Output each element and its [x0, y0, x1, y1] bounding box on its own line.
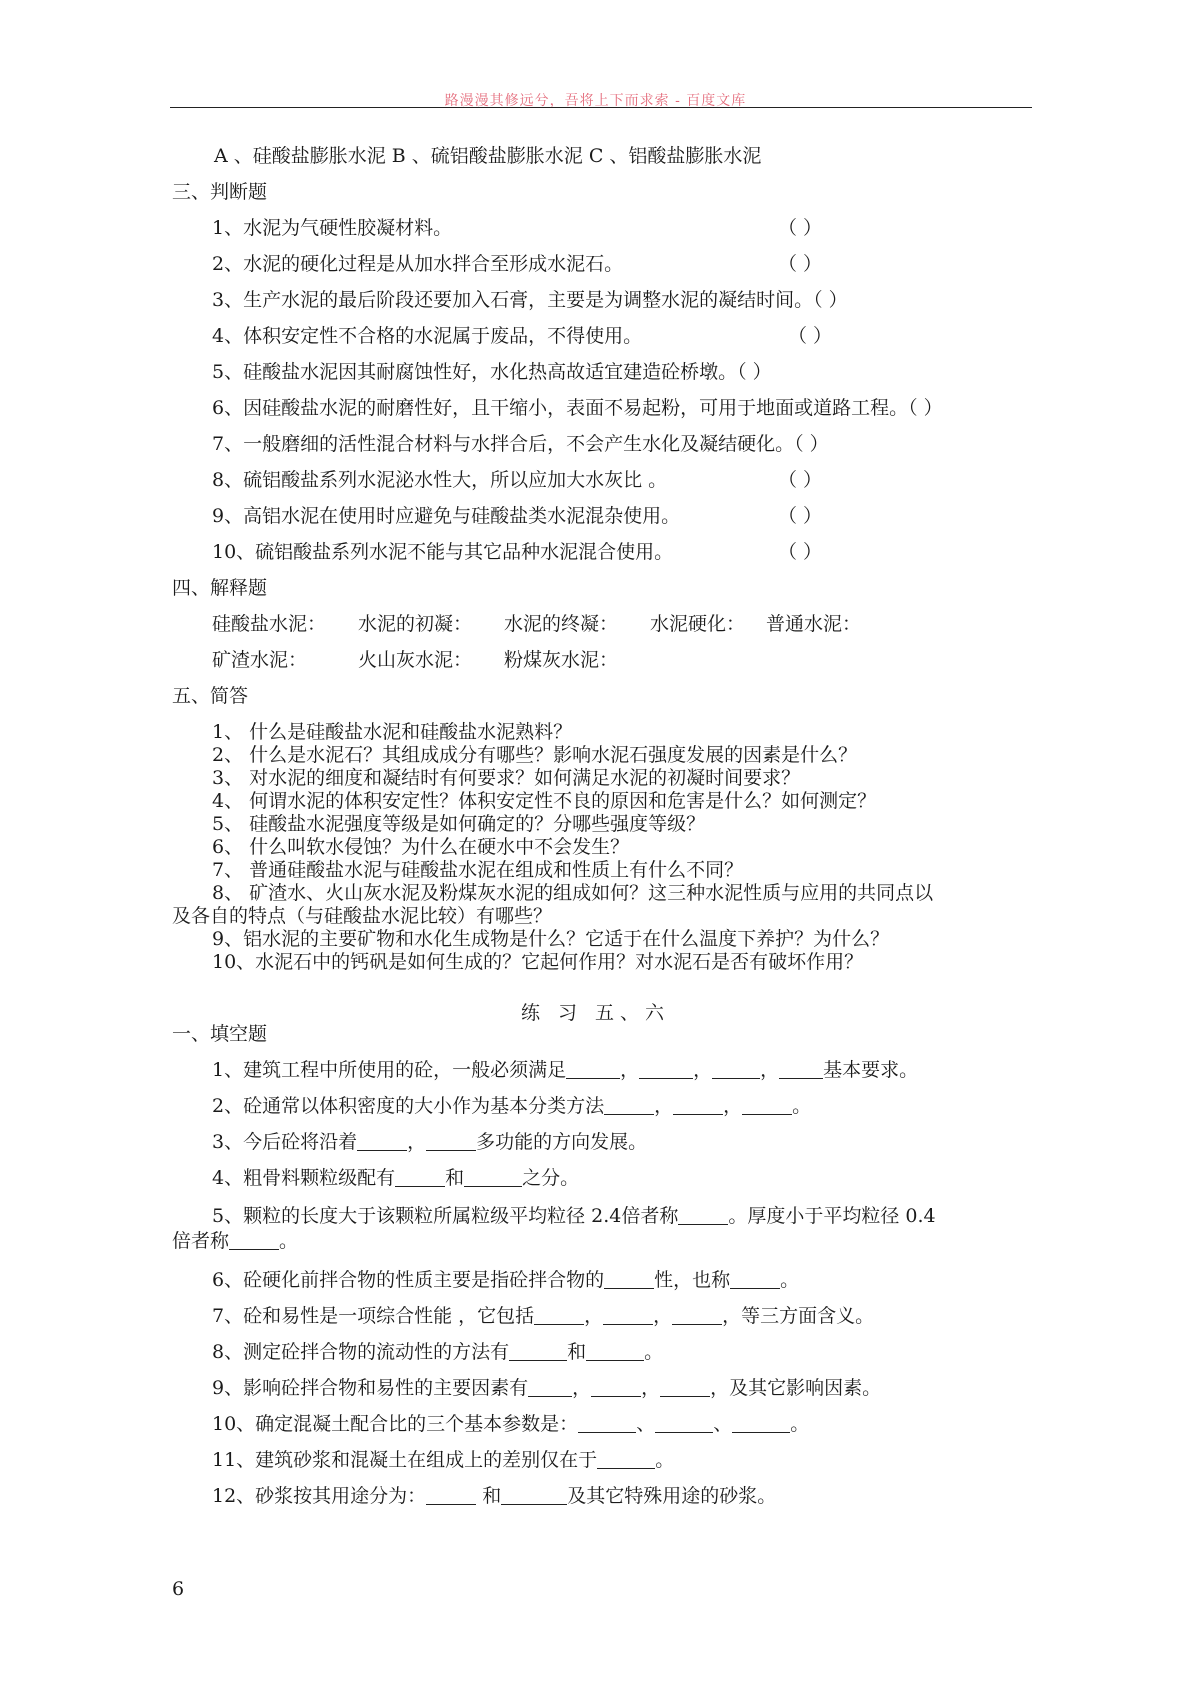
blank[interactable] — [639, 1060, 693, 1079]
answer-parens-8[interactable]: （ ） — [778, 469, 823, 491]
judgement-item-6: 6、因硅酸盐水泥的耐磨性好，且干缩小，表面不易起粉，可用于地面或道路工程。（ ） — [212, 397, 943, 419]
fill-item-5 — [212, 1204, 936, 1228]
fill-item-3-suffix: 多功能的方向发展。 — [476, 1131, 648, 1153]
fill-item-8 — [212, 1340, 663, 1364]
short-answer-item-8-cont: 及各自的特点（与硅酸盐水泥比较）有哪些？ — [172, 905, 553, 927]
fill-item-11-text: 11、建筑砂浆和混凝土在组成上的差别仅在于 — [212, 1449, 598, 1471]
blank[interactable] — [566, 1060, 620, 1079]
short-answer-item-6: 6、 什么叫软水侵蚀？为什么在硬水中不会发生？ — [212, 836, 630, 858]
header-rule — [170, 107, 1032, 108]
short-answer-item-3: 3、 对水泥的细度和凝结时有何要求？如何满足水泥的初凝时间要求？ — [212, 767, 801, 789]
blank[interactable] — [229, 1231, 279, 1250]
blank[interactable] — [357, 1132, 407, 1151]
fill-item-1 — [212, 1058, 918, 1082]
blank[interactable] — [501, 1486, 567, 1505]
blank[interactable] — [597, 1450, 655, 1469]
fill-item-6-mid: 性，也称 — [654, 1269, 731, 1291]
separator: ， — [620, 1059, 640, 1081]
blank[interactable] — [603, 1306, 653, 1325]
blank[interactable] — [604, 1270, 654, 1289]
blank[interactable] — [426, 1132, 476, 1151]
blank[interactable] — [660, 1378, 710, 1397]
short-answer-item-4: 4、 何谓水泥的体积安定性？体积安定性不良的原因和危害是什么？如何测定？ — [212, 790, 877, 812]
short-answer-item-10: 10、水泥石中的钙矾是如何生成的？它起何作用？对水泥石是否有破坏作用？ — [212, 951, 864, 973]
separator: ， — [693, 1059, 713, 1081]
separator: ， — [654, 1095, 674, 1117]
blank[interactable] — [678, 1206, 728, 1225]
blank[interactable] — [586, 1342, 644, 1361]
blank[interactable] — [395, 1168, 445, 1187]
blank[interactable] — [673, 1096, 723, 1115]
fill-item-8-text: 8、测定砼拌合物的流动性的方法有 — [212, 1341, 510, 1363]
fill-item-5-cont-text: 倍者称 — [172, 1230, 230, 1252]
blank[interactable] — [604, 1096, 654, 1115]
fill-item-11 — [212, 1448, 674, 1472]
fill-item-5-mid: 。厚度小于平均粒径 0.4 — [728, 1205, 936, 1227]
blank[interactable] — [591, 1378, 641, 1397]
judgement-item-4: 4、体积安定性不合格的水泥属于废品，不得使用。 — [212, 325, 643, 347]
section-heading-short-answer: 五、简答 — [172, 685, 249, 707]
answer-parens-2[interactable]: （ ） — [778, 253, 823, 275]
blank[interactable] — [655, 1414, 713, 1433]
fill-item-4-suffix: 之分。 — [522, 1167, 580, 1189]
short-answer-item-2: 2、 什么是水泥石？其组成成分有哪些？影响水泥石强度发展的因素是什么？ — [212, 744, 858, 766]
fill-item-10-text: 10、确定混凝土配合比的三个基本参数是： — [212, 1413, 579, 1435]
separator: ， — [572, 1377, 592, 1399]
term-2: 水泥的初凝： — [358, 613, 473, 635]
section-heading-fill-in: 一、填空题 — [172, 1023, 268, 1045]
fill-item-5-text: 5、颗粒的长度大于该颗粒所属粒级平均粒径 2.4倍者称 — [212, 1205, 679, 1227]
fill-item-2 — [212, 1094, 811, 1118]
period: 。 — [279, 1230, 299, 1252]
fill-item-3-text: 3、今后砼将沿着 — [212, 1131, 358, 1153]
term-6: 矿渣水泥： — [212, 649, 308, 671]
blank[interactable] — [509, 1342, 567, 1361]
short-answer-item-5: 5、 硅酸盐水泥强度等级是如何确定的？分哪些强度等级？ — [212, 813, 706, 835]
separator: 、 — [713, 1413, 733, 1435]
judgement-item-8: 8、硫铝酸盐系列水泥泌水性大，所以应加大水灰比 。 — [212, 469, 668, 491]
fill-item-7 — [212, 1304, 874, 1328]
blank[interactable] — [528, 1378, 572, 1397]
blank[interactable] — [732, 1414, 790, 1433]
fill-item-9 — [212, 1376, 881, 1400]
fill-item-1-text: 1、建筑工程中所使用的砼，一般必须满足 — [212, 1059, 567, 1081]
separator: ， — [407, 1131, 427, 1153]
answer-parens-9[interactable]: （ ） — [778, 505, 823, 527]
answer-parens-4[interactable]: （ ） — [788, 325, 833, 347]
options-line: A 、硅酸盐膨胀水泥 B 、硫铝酸盐膨胀水泥 C 、铝酸盐膨胀水泥 — [214, 145, 762, 167]
judgement-item-2: 2、水泥的硬化过程是从加水拌合至形成水泥石。 — [212, 253, 624, 275]
blank[interactable] — [464, 1168, 522, 1187]
short-answer-item-1: 1、 什么是硅酸盐水泥和硅酸盐水泥熟料？ — [212, 721, 573, 743]
short-answer-item-7: 7、 普通硅酸盐水泥与硅酸盐水泥在组成和性质上有什么不同？ — [212, 859, 744, 881]
period: 。 — [644, 1341, 664, 1363]
conjunction: 和 — [476, 1485, 502, 1507]
separator: ， — [760, 1059, 780, 1081]
period: 。 — [792, 1095, 812, 1117]
blank[interactable] — [534, 1306, 584, 1325]
judgement-item-3: 3、生产水泥的最后阶段还要加入石膏，主要是为调整水泥的凝结时间。（ ） — [212, 289, 848, 311]
term-1: 硅酸盐水泥： — [212, 613, 327, 635]
answer-parens-1[interactable]: （ ） — [778, 217, 823, 239]
fill-item-12 — [212, 1484, 776, 1508]
section-heading-judgement: 三、判断题 — [172, 181, 268, 203]
blank[interactable] — [672, 1306, 722, 1325]
period: 。 — [655, 1449, 675, 1471]
fill-item-9-suffix: ，及其它影响因素。 — [710, 1377, 882, 1399]
fill-item-1-suffix: 基本要求。 — [823, 1059, 919, 1081]
period: 。 — [780, 1269, 800, 1291]
term-8: 粉煤灰水泥： — [504, 649, 619, 671]
judgement-item-7: 7、一般磨细的活性混合材料与水拌合后，不会产生水化及凝结硬化。（ ） — [212, 433, 829, 455]
separator: ， — [584, 1305, 604, 1327]
answer-parens-10[interactable]: （ ） — [778, 541, 823, 563]
judgement-item-10: 10、硫铝酸盐系列水泥不能与其它品种水泥混合使用。 — [212, 541, 674, 563]
fill-item-6 — [212, 1268, 799, 1292]
judgement-item-5: 5、硅酸盐水泥因其耐腐蚀性好，水化热高故适宜建造砼桥墩。（ ） — [212, 361, 772, 383]
blank[interactable] — [742, 1096, 792, 1115]
blank[interactable] — [426, 1486, 476, 1505]
short-answer-item-8: 8、 矿渣水、火山灰水泥及粉煤灰水泥的组成如何？这三种水泥性质与应用的共同点以 — [212, 882, 934, 904]
watermark-text: 路漫漫其修远兮，吾将上下而求索 - 百度文库 — [444, 93, 747, 109]
blank[interactable] — [578, 1414, 636, 1433]
fill-item-9-text: 9、影响砼拌合物和易性的主要因素有 — [212, 1377, 529, 1399]
period: 。 — [790, 1413, 810, 1435]
fill-item-12-text: 12、砂浆按其用途分为： — [212, 1485, 427, 1507]
term-4: 水泥硬化： — [650, 613, 746, 635]
separator: ， — [641, 1377, 661, 1399]
fill-item-3 — [212, 1130, 647, 1154]
judgement-item-9: 9、高铝水泥在使用时应避免与硅酸盐类水泥混杂使用。 — [212, 505, 681, 527]
blank[interactable] — [712, 1060, 760, 1079]
fill-item-10 — [212, 1412, 809, 1436]
short-answer-item-9: 9、铝水泥的主要矿物和水化生成物是什么？它适于在什么温度下养护？为什么？ — [212, 928, 890, 950]
separator: ， — [653, 1305, 673, 1327]
fill-item-2-text: 2、砼通常以体积密度的大小作为基本分类方法 — [212, 1095, 605, 1117]
blank[interactable] — [730, 1270, 780, 1289]
exercise-title: 练 习 五、六 — [520, 1002, 671, 1024]
term-7: 火山灰水泥： — [358, 649, 473, 671]
fill-item-4 — [212, 1166, 579, 1190]
fill-item-7-text: 7、砼和易性是一项综合性能 ，它包括 — [212, 1305, 535, 1327]
fill-item-7-suffix: ，等三方面含义。 — [722, 1305, 875, 1327]
term-3: 水泥的终凝： — [504, 613, 619, 635]
conjunction: 和 — [567, 1341, 587, 1363]
judgement-item-1: 1、水泥为气硬性胶凝材料。 — [212, 217, 453, 239]
term-5: 普通水泥： — [766, 613, 862, 635]
fill-item-4-text: 4、粗骨料颗粒级配有 — [212, 1167, 396, 1189]
separator: 、 — [636, 1413, 656, 1435]
page-number: 6 — [172, 1578, 185, 1600]
fill-item-6-text: 6、砼硬化前拌合物的性质主要是指砼拌合物的 — [212, 1269, 605, 1291]
conjunction: 和 — [445, 1167, 465, 1189]
blank[interactable] — [779, 1060, 823, 1079]
fill-item-5-cont — [172, 1229, 298, 1253]
separator: ， — [723, 1095, 743, 1117]
fill-item-12-suffix: 及其它特殊用途的砂浆。 — [567, 1485, 777, 1507]
section-heading-explain: 四、解释题 — [172, 577, 268, 599]
